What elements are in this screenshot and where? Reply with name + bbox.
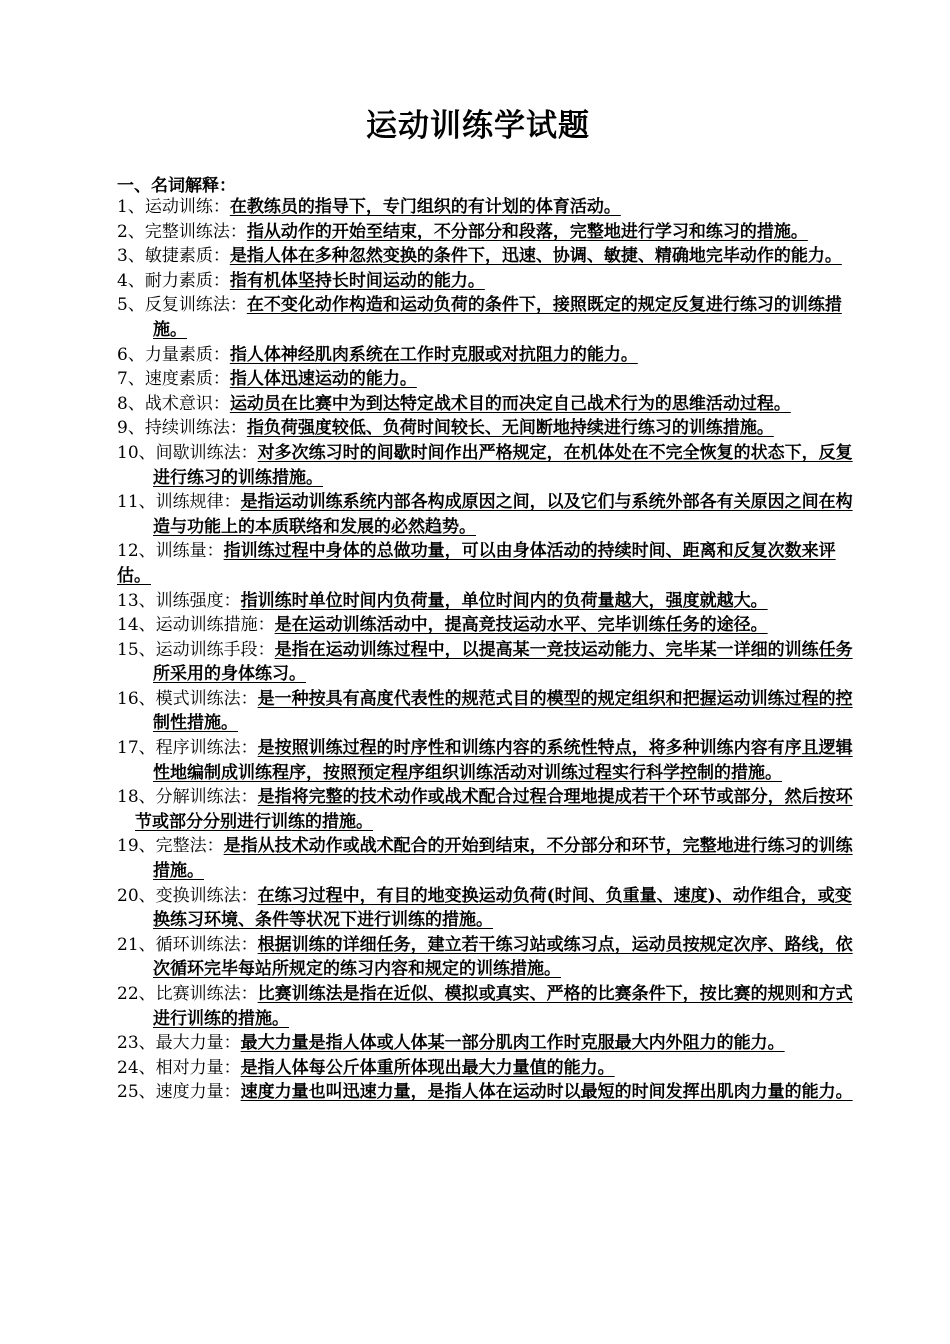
item-term: 14、运动训练措施： bbox=[117, 615, 275, 636]
list-item bbox=[117, 736, 862, 785]
item-term: 16、模式训练法： bbox=[117, 688, 258, 709]
list-item bbox=[117, 638, 862, 687]
item-definition: 是指将完整的技术动作或战术配合过程合理地提成若干个环节或部分，然后按环节或部分分别进行训练的措施。 bbox=[135, 787, 853, 832]
item-term: 5、反复训练法： bbox=[117, 295, 247, 316]
item-definition: 指训练时单位时间内负荷量，单位时间内的负荷量越大，强度就越大。 bbox=[240, 590, 768, 611]
item-definition: 指人体神经肌肉系统在工作时克服或对抗阻力的能力。 bbox=[229, 344, 638, 365]
item-term: 21、循环训练法： bbox=[117, 934, 258, 955]
list-item bbox=[117, 589, 862, 614]
list-item bbox=[117, 244, 862, 269]
item-definition: 速度力量也叫迅速力量，是指人体在运动时以最短的时间发挥出肌肉力量的能力。 bbox=[240, 1082, 853, 1103]
list-item bbox=[117, 785, 862, 834]
item-definition: 指训练过程中身体的总做功量，可以由身体活动的持续时间、距离和反复次数来评估。 bbox=[117, 541, 836, 586]
list-item bbox=[117, 490, 862, 539]
item-term: 1、运动训练： bbox=[117, 197, 230, 217]
item-definition: 比赛训练法是指在近似、模拟或真实、严格的比赛条件下，按比赛的规则和方式进行训练的措施。 bbox=[153, 984, 853, 1029]
list-item bbox=[117, 982, 862, 1031]
list-item bbox=[117, 416, 862, 441]
list-item bbox=[117, 1080, 862, 1105]
item-definition: 指有机体坚持长时间运动的能力。 bbox=[229, 270, 485, 291]
definition-list bbox=[117, 195, 862, 1105]
item-term: 12、训练量： bbox=[117, 541, 224, 562]
item-term: 22、比赛训练法： bbox=[117, 984, 258, 1004]
item-term: 18、分解训练法： bbox=[117, 787, 258, 808]
list-item bbox=[117, 343, 862, 368]
list-item bbox=[117, 1031, 862, 1056]
list-item bbox=[117, 367, 862, 392]
list-item bbox=[117, 687, 862, 736]
list-item bbox=[117, 195, 862, 220]
item-term: 15、运动训练手段： bbox=[117, 639, 275, 660]
item-term: 3、敏捷素质： bbox=[117, 246, 230, 267]
item-definition: 在练习过程中，有目的地变换运动负荷(时间、负重量、速度)、动作组合，或变换练习环境、条件等状况下进行训练的措施。 bbox=[153, 885, 852, 931]
item-term: 6、力量素质： bbox=[117, 344, 230, 365]
item-term: 20、变换训练法： bbox=[117, 885, 258, 906]
item-definition: 是按照训练过程的时序性和训练内容的系统性特点，将多种训练内容有序且逻辑性地编制成训练程序，按照预定程序组织训练活动对训练过程实行科学控制的措施。 bbox=[153, 738, 853, 783]
list-item bbox=[117, 933, 862, 982]
item-term: 8、战术意识： bbox=[117, 393, 230, 414]
list-item bbox=[117, 884, 862, 933]
item-definition: 最大力量是指人体或人体某一部分肌肉工作时克服最大内外阻力的能力。 bbox=[240, 1033, 785, 1054]
list-item bbox=[117, 269, 862, 294]
item-term: 23、最大力量： bbox=[117, 1033, 241, 1054]
item-term: 4、耐力素质： bbox=[117, 270, 230, 291]
item-definition: 是指人体在多种忽然变换的条件下，迅速、协调、敏捷、精确地完毕动作的能力。 bbox=[229, 246, 842, 267]
item-definition: 指从动作的开始至结束，不分部分和段落，完整地进行学习和练习的措施。 bbox=[246, 221, 808, 242]
item-definition: 运动员在比赛中为到达特定战术目的而决定自己战术行为的思维活动过程。 bbox=[229, 393, 791, 414]
list-item bbox=[117, 220, 862, 245]
list-item bbox=[117, 539, 862, 588]
item-term: 17、程序训练法： bbox=[117, 738, 258, 759]
item-term: 19、完整法： bbox=[117, 836, 224, 857]
section-heading: 一、名词解释： bbox=[117, 176, 236, 196]
item-definition: 对多次练习时的间歇时间作出严格规定，在机体处在不完全恢复的状态下，反复进行练习的训练措施。 bbox=[153, 442, 853, 488]
item-term: 9、持续训练法： bbox=[117, 418, 247, 439]
item-term: 10、间歇训练法： bbox=[117, 442, 258, 463]
item-definition: 在不变化动作构造和运动负荷的条件下，接照既定的规定反复进行练习的训练措施。 bbox=[153, 295, 842, 340]
item-definition: 指负荷强度较低、负荷时间较长、无间断地持续进行练习的训练措施。 bbox=[246, 418, 774, 439]
item-definition: 在教练员的指导下，专门组织的有计划的体育活动。 bbox=[229, 197, 621, 217]
item-term: 2、完整训练法： bbox=[117, 221, 247, 242]
item-definition: 根据训练的详细任务，建立若干练习站或练习点，运动员按规定次序、路线，依次循环完毕每站所规定的练习内容和规定的训练措施。 bbox=[153, 934, 853, 980]
item-term: 13、训练强度： bbox=[117, 590, 241, 611]
list-item bbox=[117, 293, 862, 342]
item-definition: 是指在运动训练过程中，以提高某一竞技运动能力、完毕某一详细的训练任务所采用的身体练习。 bbox=[153, 639, 853, 685]
item-definition: 是指人体每公斤体重所体现出最大力量值的能力。 bbox=[240, 1057, 615, 1078]
list-item bbox=[117, 441, 862, 490]
item-term: 11、训练规律： bbox=[117, 492, 241, 513]
item-definition: 是指运动训练系统内部各构成原因之间，以及它们与系统外部各有关原因之间在构造与功能上的本质联络和发展的必然趋势。 bbox=[153, 492, 853, 537]
item-term: 7、速度素质： bbox=[117, 369, 230, 390]
item-definition: 是指从技术动作或战术配合的开始到结束，不分部分和环节，完整地进行练习的训练措施。 bbox=[153, 836, 853, 882]
list-item bbox=[117, 613, 862, 638]
item-term: 24、相对力量： bbox=[117, 1057, 241, 1078]
item-definition: 指人体迅速运动的能力。 bbox=[229, 369, 417, 390]
page-title: 运动训练学试题 bbox=[366, 108, 590, 144]
list-item bbox=[117, 1056, 862, 1081]
item-definition: 是在运动训练活动中，提高竞技运动水平、完毕训练任务的途径。 bbox=[274, 615, 768, 636]
list-item bbox=[117, 392, 862, 417]
item-term: 25、速度力量： bbox=[117, 1082, 241, 1103]
list-item bbox=[117, 834, 862, 883]
item-definition: 是一种按具有高度代表性的规范式目的模型的规定组织和把握运动训练过程的控制性措施。 bbox=[153, 688, 853, 734]
